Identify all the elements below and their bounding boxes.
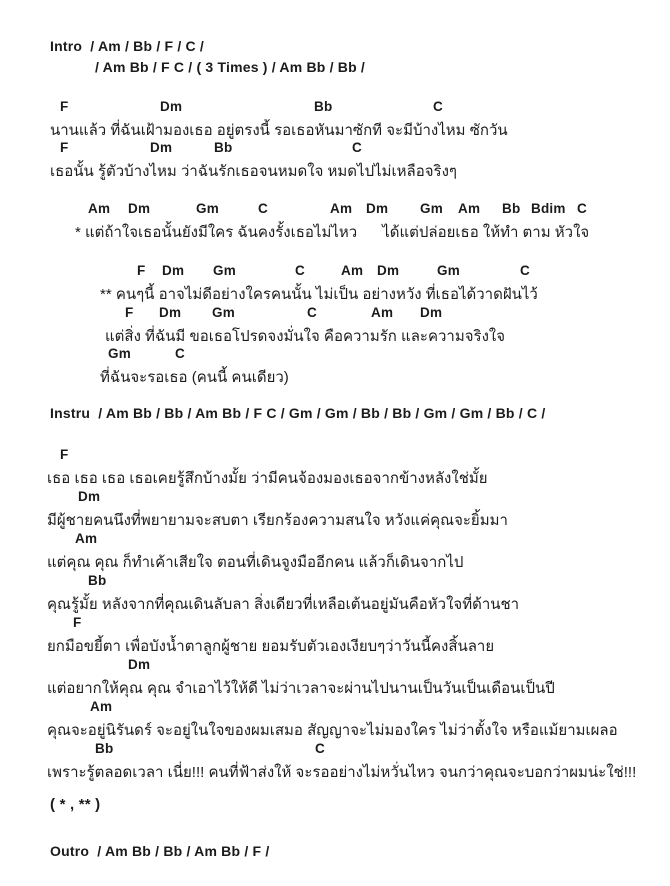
chord-symbol: Gm xyxy=(108,346,131,361)
lyric-line xyxy=(0,466,670,487)
chord-symbol: Am xyxy=(75,531,98,546)
lyric-text: แต่สิ่ง ที่ฉันมี ขอเธอโปรดจงมั่นใจ คือความรัก และความจริงใจ xyxy=(105,328,506,345)
chord-symbol: Dm xyxy=(366,201,389,216)
chord-line xyxy=(0,615,670,636)
chord-symbol: Bdim xyxy=(531,201,566,216)
lyric-line xyxy=(0,159,670,180)
chord-symbol: C xyxy=(258,201,268,216)
chord-symbol: C xyxy=(307,305,317,320)
chord-symbol: C xyxy=(577,201,587,216)
chord-symbol: Dm xyxy=(128,657,151,672)
chord-symbol: Am xyxy=(341,263,364,278)
chord-symbol: Am xyxy=(458,201,481,216)
lyric-line xyxy=(0,282,670,303)
lyric-text: * แต่ถ้าใจเธอนั้นยังมีใคร ฉันคงรั้งเธอไม่ไหว ได้แต่ปล่อยเธอ ให้ทำ ตาม หัวใจ xyxy=(75,224,590,241)
chord-line xyxy=(0,346,670,367)
section-heading xyxy=(0,59,670,80)
chord-line xyxy=(0,531,670,552)
chord-symbol: F xyxy=(60,447,69,462)
chord-symbol: Bb xyxy=(214,140,233,155)
chord-symbol: Dm xyxy=(377,263,400,278)
lyric-line xyxy=(0,365,670,386)
lyric-line xyxy=(0,760,670,781)
section-heading xyxy=(0,796,670,817)
chord-line xyxy=(0,305,670,326)
lyric-line xyxy=(0,634,670,655)
chord-line xyxy=(0,657,670,678)
lyric-line xyxy=(0,550,670,571)
lyric-text: เธอ เธอ เธอ เธอเคยรู้สึกบ้างมั้ย ว่ามีคนจ้องมองเธอจากข้างหลังใช่มั้ย xyxy=(47,470,488,487)
lyric-text: ** คนๆนี้ อาจไม่ดีอย่างใครคนนั้น ไม่เป็น อย่างหวัง ที่เธอได้วาดฝันไว้ xyxy=(100,286,538,303)
chord-symbol: Gm xyxy=(437,263,460,278)
lyric-line xyxy=(0,118,670,139)
heading-text: Intro / Am / Bb / F / C / xyxy=(50,38,205,54)
chord-symbol: Dm xyxy=(159,305,182,320)
chord-symbol: C xyxy=(520,263,530,278)
lyric-text: มีผู้ชายคนนึงที่พยายามจะสบตา เรียกร้องความสนใจ หวังแค่คุณจะยิ้มมา xyxy=(47,512,508,529)
lyric-text: แต่คุณ คุณ ก็ทำเค้าเสียใจ ตอนที่เดินจูงมืออีกคน แล้วก็เดินจากไป xyxy=(47,554,464,571)
chord-symbol: Bb xyxy=(314,99,333,114)
lyric-text: เพราะรู้ตลอดเวลา เนี่ย!!! คนที่ฟ้าส่งให้ จะรออย่างไม่หวั่นไหว จนกว่าคุณจะบอกว่าผมน่ะใช่!!! xyxy=(47,764,637,781)
chord-symbol: C xyxy=(433,99,443,114)
chord-symbol: Dm xyxy=(162,263,185,278)
chord-symbol: Am xyxy=(330,201,353,216)
chord-symbol: Bb xyxy=(95,741,114,756)
chord-symbol: C xyxy=(175,346,185,361)
heading-text: / Am Bb / F C / ( 3 Times ) / Am Bb / Bb / xyxy=(95,59,366,75)
chord-symbol: C xyxy=(315,741,325,756)
chord-line xyxy=(0,741,670,762)
lyric-text: นานแล้ว ที่ฉันเฝ้ามองเธอ อยู่ตรงนี้ รอเธอหันมาซักที จะมีบ้างไหม ซักวัน xyxy=(50,122,508,139)
heading-text: ( * , ** ) xyxy=(50,796,101,813)
chord-symbol: Dm xyxy=(420,305,443,320)
chord-line xyxy=(0,201,670,222)
lyric-line xyxy=(0,676,670,697)
chord-symbol: Dm xyxy=(150,140,173,155)
chord-symbol: F xyxy=(60,99,69,114)
chord-line xyxy=(0,489,670,510)
chord-symbol: Gm xyxy=(420,201,443,216)
chord-symbol: F xyxy=(137,263,146,278)
chord-line xyxy=(0,99,670,120)
chord-symbol: Bb xyxy=(502,201,521,216)
chord-symbol: Am xyxy=(371,305,394,320)
lyric-line xyxy=(0,220,670,241)
lyric-line xyxy=(0,592,670,613)
chord-symbol: Gm xyxy=(212,305,235,320)
lyric-text: คุณรู้มั้ย หลังจากที่คุณเดินลับลา สิ่งเดียวที่เหลือเต้นอยู่มันคือหัวใจที่ด้านชา xyxy=(47,596,520,613)
heading-text: Instru / Am Bb / Bb / Am Bb / F C / Gm / Gm / Bb / Bb / Gm / Gm / Bb / C / xyxy=(50,405,546,421)
chord-line xyxy=(0,263,670,284)
lyric-line xyxy=(0,718,670,739)
heading-text: Outro / Am Bb / Bb / Am Bb / F / xyxy=(50,843,270,859)
chord-symbol: Dm xyxy=(78,489,101,504)
chord-symbol: Dm xyxy=(160,99,183,114)
section-heading xyxy=(0,38,670,59)
section-heading xyxy=(0,405,670,426)
chord-symbol: Gm xyxy=(213,263,236,278)
chord-line xyxy=(0,140,670,161)
section-heading xyxy=(0,843,670,864)
chord-symbol: Am xyxy=(88,201,111,216)
lyric-text: ยกมือขยี้ตา เพื่อบังน้ำตาลูกผู้ชาย ยอมรับตัวเองเงียบๆว่าวันนี้คงสิ้นลาย xyxy=(47,638,495,655)
chord-symbol: C xyxy=(352,140,362,155)
lyric-text: เธอนั้น รู้ตัวบ้างไหม ว่าฉันรักเธอจนหมดใจ หมดไปไม่เหลือจริงๆ xyxy=(50,163,457,180)
chord-symbol: F xyxy=(73,615,82,630)
chord-symbol: Gm xyxy=(196,201,219,216)
lyric-line xyxy=(0,324,670,345)
chord-symbol: Am xyxy=(90,699,113,714)
chord-symbol: F xyxy=(125,305,134,320)
chord-symbol: Bb xyxy=(88,573,107,588)
lyric-line xyxy=(0,508,670,529)
chord-line xyxy=(0,699,670,720)
chord-symbol: Dm xyxy=(128,201,151,216)
chord-symbol: F xyxy=(60,140,69,155)
chord-symbol: C xyxy=(295,263,305,278)
chord-line xyxy=(0,447,670,468)
lyric-text: แต่อยากให้คุณ คุณ จำเอาไว้ให้ดี ไม่ว่าเวลาจะผ่านไปนานเป็นวันเป็นเดือนเป็นปี xyxy=(47,680,555,697)
chord-line xyxy=(0,573,670,594)
lyric-text: ที่ฉันจะรอเธอ (คนนี้ คนเดียว) xyxy=(100,369,289,386)
lyric-text: คุณจะอยู่นิรันดร์ จะอยู่ในใจของผมเสมอ สัญญาจะไม่มองใคร ไม่ว่าตั้งใจ หรือแม้ยามเผลอ xyxy=(47,722,618,739)
